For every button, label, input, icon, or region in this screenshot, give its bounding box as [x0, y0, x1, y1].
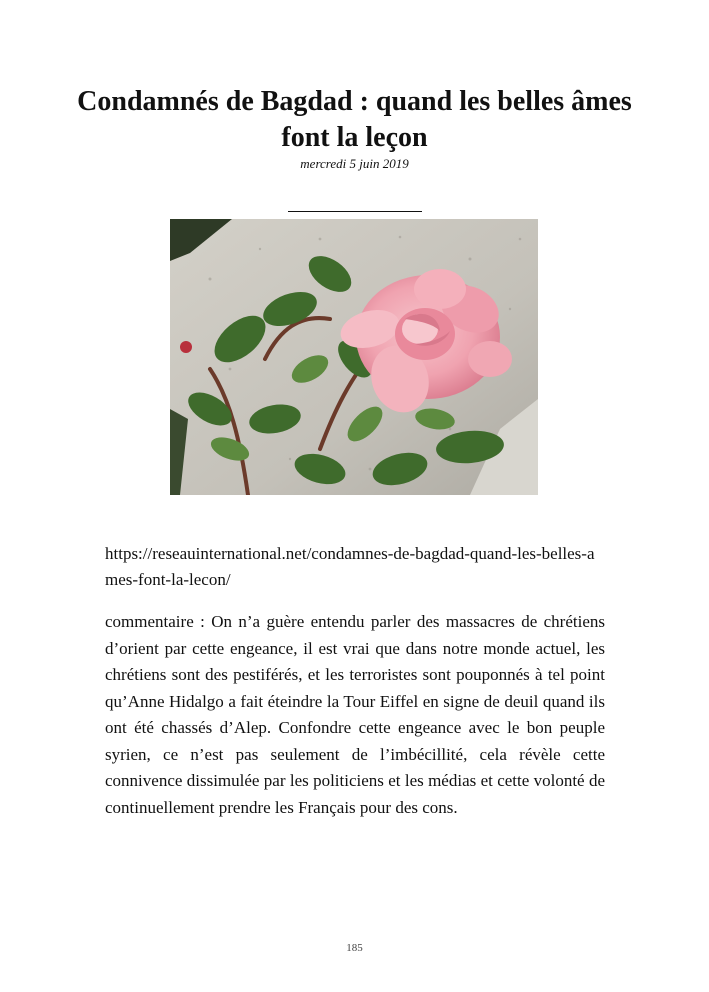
source-url: https://reseauinternational.net/condamnes-de-bagdad-quand-les-belles-ames-font-la-lecon/ [105, 544, 595, 589]
publication-date: mercredi 5 juin 2019 [300, 156, 409, 171]
page-title: Condamnés de Bagdad : quand les belles âmes font la leçon [77, 86, 632, 153]
comment-paragraph: commentaire : On n’a guère entendu parler des massacres de chrétiens d’orient par cette engeance, il est vrai que dans notre monde actuel, les chrétiens sont des pestiférés, et les terroristes sont pouponnés à tel point qu’Anne Hidalgo a fait éteindre la Tour Eiffel en signe de deuil quand ils ont été chassés d’Alep. Confondre cette engeance avec le bon peuple syrien, ce n’est pas seulement de l’imbécillité, cela révèle cette connivence dissimulée par les politiciens et les médias et cette volonté de continuellement prendre les Français pour des cons. [105, 612, 605, 817]
rose-photo [170, 219, 538, 495]
page-number: 185 [346, 942, 363, 954]
title-divider [288, 211, 422, 212]
